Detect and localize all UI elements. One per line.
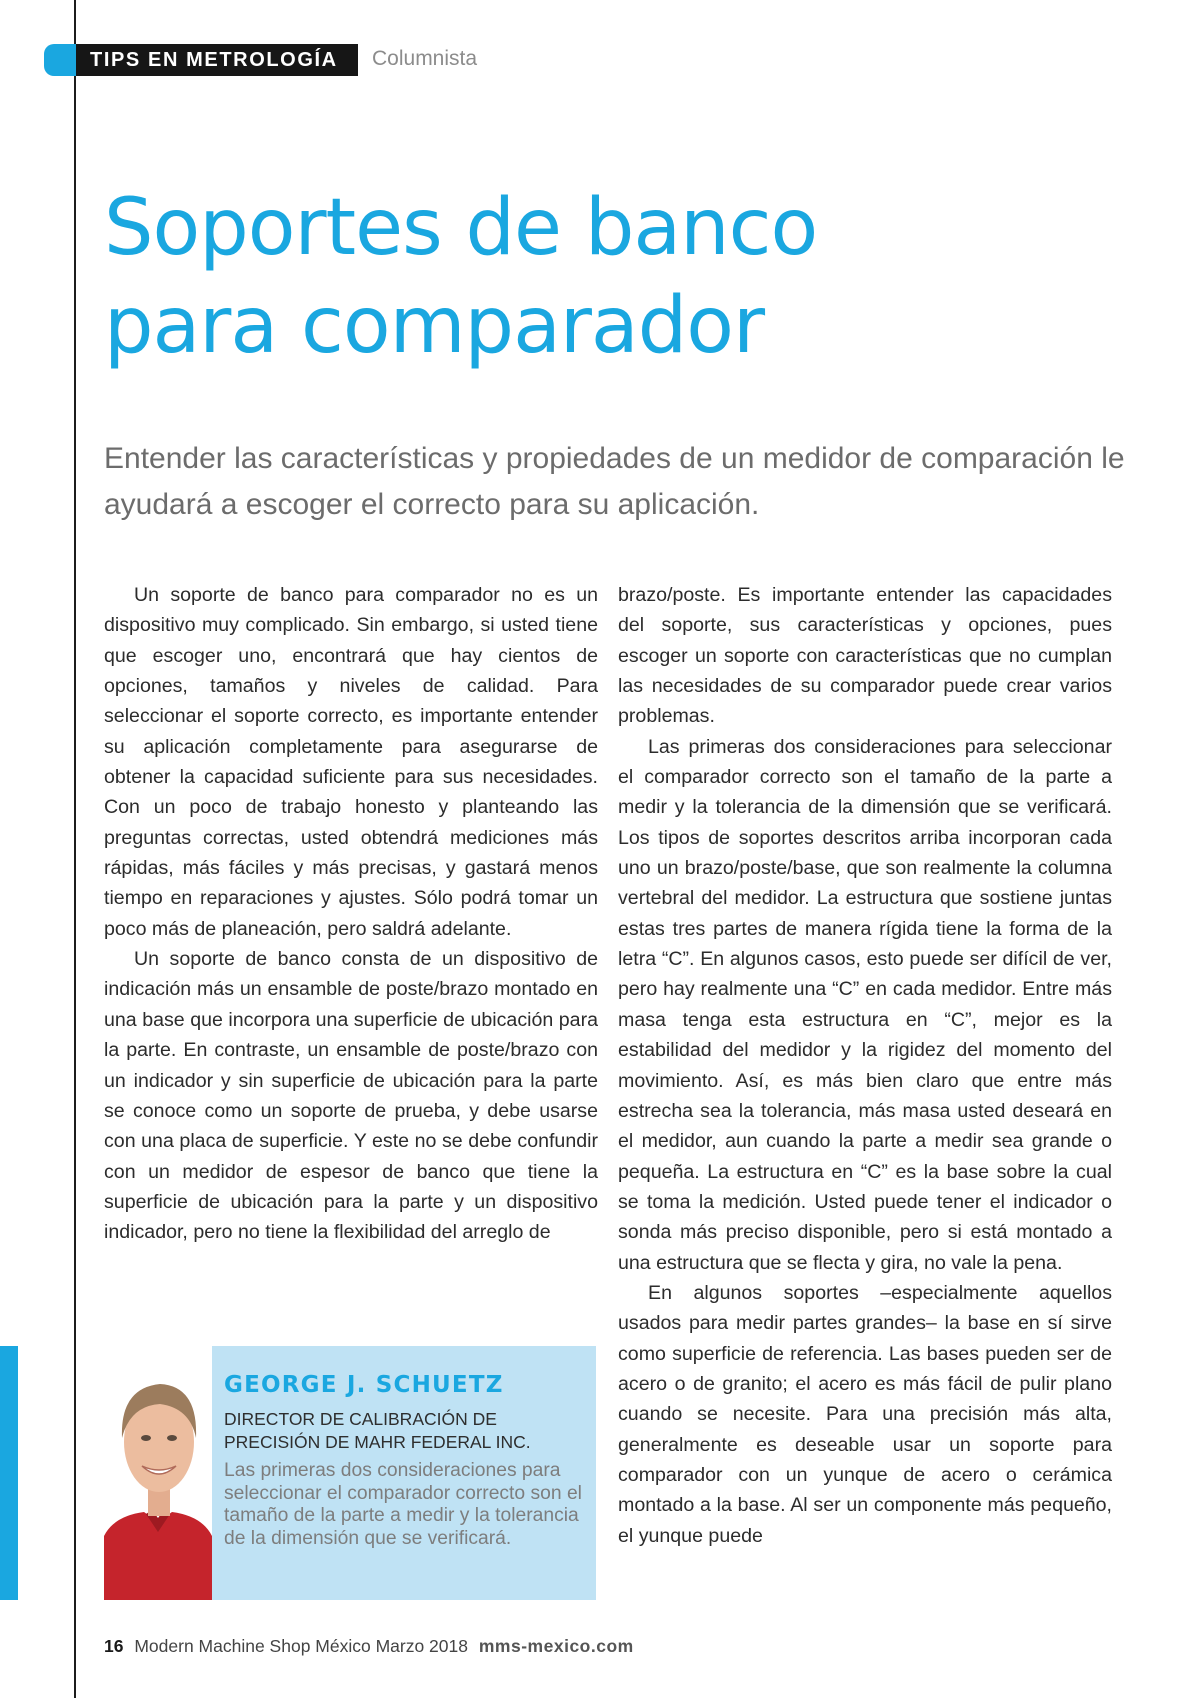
body-paragraph: Un soporte de banco para comparador no es un dispositivo muy complicado. Sin embargo, si usted tiene que escoger uno, encontrará que hay cientos de opciones, tamaños y niveles de calidad. Para seleccionar el soporte correcto, es importante entender su aplicación completamente para asegurarse de obtener la capacidad suficiente para sus necesidades. Con un poco de trabajo honesto y planteando las preguntas correctas, usted obtendrá mediciones más rápidas, más fáciles y más precisas, y gastará menos tiempo en reparaciones y ajustes. Sólo podrá tomar un poco más de planeación, pero saldrá adelante. bbox=[104, 584, 598, 940]
body-column-left bbox=[104, 580, 598, 1248]
author-box-accent bbox=[0, 1346, 18, 1600]
margin-rule bbox=[74, 0, 76, 1698]
section-tag-accent bbox=[44, 44, 78, 76]
page-number: 16 bbox=[104, 1636, 124, 1656]
page-footer bbox=[104, 1636, 634, 1657]
column-category: Columnista bbox=[372, 47, 478, 70]
publication-url[interactable]: mms-mexico.com bbox=[478, 1636, 634, 1656]
body-paragraph: En algunos soportes –especialmente aquellos usados para medir partes grandes– la base en sí sirve como superficie de referencia. Las bases pueden ser de acero o de granito; el acero es más fácil de pulir plano cuando se necesite. Para una precisión más alta, generalmente es deseable usar un soporte para comparador con un yunque de acero o cerámica montado a la base. Al ser un componente más pequeño, el yunque puede bbox=[618, 1281, 1112, 1547]
article-title bbox=[104, 180, 1104, 375]
article-subtitle: Entender las características y propiedades de un medidor de comparación le ayudará a escoger el correcto para su aplicación. bbox=[104, 442, 1125, 521]
author-photo bbox=[104, 1346, 212, 1600]
publication-name: Modern Machine Shop México Marzo 2018 bbox=[134, 1636, 468, 1656]
article-title-line-1: Soportes de banco bbox=[104, 183, 818, 273]
body-paragraph: Un soporte de banco consta de un dispositivo de indicación más un ensamble de poste/brazo montado en una base que incorpora una superficie de ubicación para la parte. En contraste, un ensamble de poste/brazo con un indicador y sin superficie de ubicación para la parte se conoce como un soporte de prueba, y debe usarse con una placa de superficie. Y este no se debe confundir con un medidor de espesor de banco que tiene la superficie de ubicación para la parte y un dispositivo indicador, pero no tiene la flexibilidad del arreglo de bbox=[104, 948, 598, 1244]
author-role: DIRECTOR DE CALIBRACIÓN DE PRECISIÓN DE MAHR FEDERAL INC. bbox=[224, 1409, 531, 1452]
pull-quote: Las primeras dos consideraciones para seleccionar el comparador correcto son el tamaño de la parte a medir y la tolerancia de la dimensión que se verificará. bbox=[224, 1460, 582, 1549]
section-tag: TIPS EN METROLOGÍA bbox=[76, 44, 358, 76]
article-title-line-2: para comparador bbox=[104, 280, 765, 371]
author-name: GEORGE J. SCHUETZ bbox=[224, 1372, 504, 1398]
body-column-right bbox=[618, 580, 1112, 1551]
body-paragraph: Las primeras dos consideraciones para seleccionar el comparador correcto son el tamaño de la parte a medir y la tolerancia de la dimensión que se verificará. Los tipos de soportes descritos arriba incorporan cada uno un brazo/poste/base, que son realmente la columna vertebral del medidor. La estructura que sostiene juntas estas tres partes de manera rígida tiene la forma de la letra “C”. En algunos casos, esto puede ser difícil de ver, pero hay realmente una “C” en cada medidor. Entre más masa tenga esta estructura en “C”, mejor es la estabilidad del medidor y la rigidez del momento del movimiento. Así, es más bien claro que entre más estrecha sea la tolerancia, más masa usted deseará en el medidor, aun cuando la parte a medir sea grande o pequeña. La estructura en “C” es la base sobre la cual se toma la medición. Usted puede tener el indicador o sonda más preciso disponible, pero si está montado a una estructura que se flecta y gira, no vale la pena. bbox=[618, 735, 1112, 1274]
body-paragraph: brazo/poste. Es importante entender las capacidades del soporte, sus características y opciones, pues escoger un soporte con características que no cumplan las necesidades de su comparador puede crear varios problemas. bbox=[618, 584, 1112, 728]
